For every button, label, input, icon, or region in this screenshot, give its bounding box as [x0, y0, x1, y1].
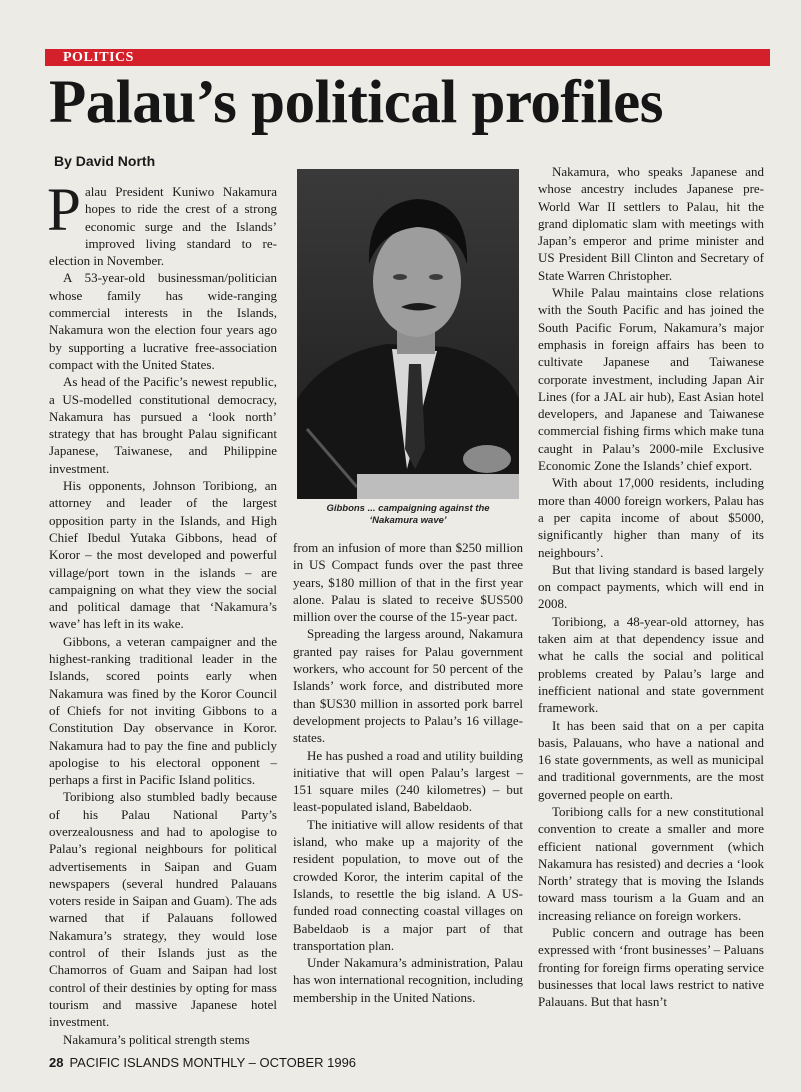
article-column-2 [293, 539, 523, 1006]
article-column-1 [47, 177, 277, 1048]
paragraph: A 53-year-old businessman/politician whose family has wide-ranging commercial interests in the Islands, Nakamura won the election four years ago by supporting a lucrative free-association compact with the United States. [49, 270, 277, 372]
portrait-photo-icon [297, 169, 519, 499]
section-banner [45, 49, 770, 66]
drop-cap: P [47, 177, 81, 244]
paragraph: As head of the Pacific’s newest republic, a US-modelled constitutional democracy, Nakamura has pursued a ‘look north’ strategy that has brought Palau significant Japanese, Taiwanese, and Philippine investment. [49, 374, 277, 476]
portrait-photo [297, 169, 519, 499]
headline: Palau’s political profiles [49, 69, 663, 136]
paragraph: Nakamura, who speaks Japanese and whose ancestry includes Japanese pre-World War II settlers to Palau, hit the grand diplomatic slam with meetings with Japan’s emperor and prime minister and US President Bill Clinton and Secretary of State Warren Christopher. [538, 164, 764, 283]
paragraph: He has pushed a road and utility building initiative that will open Palau’s largest – 151 square miles (240 kilometres) – but least-populated island, Babeldaob. [293, 747, 523, 815]
paragraph: It has been said that on a per capita basis, Palauans, who have a national and 16 state governments, as well as municipal and traditional governments, are the most governed people on earth. [538, 717, 764, 802]
byline: By David North [54, 153, 156, 169]
paragraph: His opponents, Johnson Toribiong, an attorney and leader of the largest opposition party in the Islands, and High Chief Ibedul Yutaka Gibbons, head of Koror – the most developed and powerful village/port town in the islands – are campaigning on what they view the social and political damage that ‘Nakamura’s wave’ has left in its wake. [49, 478, 277, 632]
page-footer [49, 1055, 356, 1071]
paragraph: Toribiong, a 48-year-old attorney, has taken aim at that dependency issue and what he calls the social and political problems created by Palau’s large and inefficient national and state government framework. [538, 613, 764, 716]
photo-caption [300, 503, 516, 527]
paragraph: Palau President Kuniwo Nakamura hopes to ride the crest of a strong economic surge and the Islands’ improved living standard to re-election in November. [47, 177, 277, 269]
paragraph: Toribiong also stumbled badly because of his Palau National Party’s overzealousness and had to apologise to Palau’s regional neighbours for political advertisements in Saipan and Guam newspapers (several hundred Palauans voters reside in Saipan and Guam). The ads warned that if Palauans followed Nakamura’s strategy, they would lose control of their Islands just as the Chamorros of Guam and Saipan had lost control of their destinies by opting for mass tourism and massive Japanese hotel investment. [49, 789, 277, 1030]
caption-line: Gibbons ... campaigning against the [326, 503, 490, 514]
paragraph: Toribiong calls for a new constitutional convention to create a smaller and more efficient national government (which Nakamura has resisted) and decries a ‘look North’ strategy that is moving the Islands toward mass tourism a la Guam and an increasing reliance on foreign workers. [538, 803, 764, 923]
section-label: POLITICS [63, 50, 134, 65]
paragraph: from an infusion of more than $250 million in US Compact funds over the past three years, $180 million of that in the first year alone. Palau is slated to receive $US500 million over the course of the 15-year pact. [293, 540, 523, 625]
paragraph: Gibbons, a veteran campaigner and the highest-ranking traditional leader in the Islands, scored points early when Nakamura was fined by the Koror Council of Chiefs for not inviting Gibbons to a Constitution Day observance in Koror. Nakamura had to pay the fine and publicly apologise to his electoral opponent – perhaps a first in Pacific Island politics. [49, 633, 277, 788]
paragraph: The initiative will allow residents of that island, who make up a majority of the resident population, to move out of the crowded Koror, the interim capital of the Islands, to resettle the big island. A US-funded road connecting coastal villages on Babeldaob is a major part of that transportation plan. [293, 816, 523, 953]
paragraph: While Palau maintains close relations with the South Pacific and has joined the South Pacific Forum, Nakamura’s major emphasis in foreign affairs has been to cultivate Japanese and Taiwanese corporate investment, including Japan Air Lines (for a JAL air hub), East Asian hotel developers, and Japanese and Taiwanese commercial fishing firms which make tuna caught in Palau’s 2000-mile Exclusive Economic Zone the Islands’ chief export. [538, 285, 764, 474]
paragraph: Public concern and outrage has been expressed with ‘front businesses’ – Paluans fronting for foreign firms operating service businesses that local laws restrict to native Palauans. But that hasn’t [538, 925, 764, 1010]
paragraph: Under Nakamura’s administration, Palau has won international recognition, including membership in the United Nations. [293, 955, 523, 1005]
publication-line: PACIFIC ISLANDS MONTHLY – OCTOBER 1996 [69, 1055, 357, 1070]
paragraph: Nakamura’s political strength stems [63, 1031, 250, 1047]
page-number: 28 [49, 1055, 64, 1070]
article-column-3 [538, 163, 764, 1011]
caption-line: ‘Nakamura wave’ [369, 515, 447, 526]
paragraph: Spreading the largess around, Nakamura granted pay raises for Palau government workers, who account for 50 percent of the Islands’ work force, and distributed more than $US30 million in assorted pork barrel development projects to Palau’s 16 village-states. [293, 626, 523, 746]
paragraph: But that living standard is based largely on compact payments, which will end in 2008. [538, 561, 764, 612]
paragraph: With about 17,000 residents, including more than 4000 foreign workers, Palau has a per capita income of about $5000, significantly higher than many of its neighbours’. [538, 475, 764, 560]
